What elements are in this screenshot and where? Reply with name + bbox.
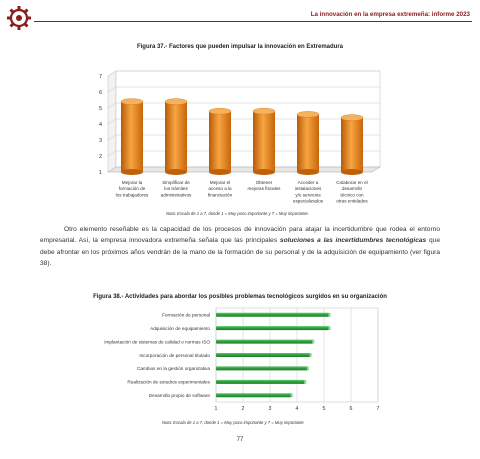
- chart38-bar: [216, 326, 329, 330]
- chart38-bar: [216, 313, 329, 317]
- chart37-x-label: Acceder a: [297, 180, 319, 185]
- header-title: La innovación en la empresa extremeña: informe 2023: [310, 11, 470, 18]
- chart37-x-label: y/o servicios: [295, 192, 321, 198]
- chart37-x-label: Mejorar la: [121, 180, 143, 185]
- chart38-bar: [216, 340, 313, 344]
- chart37-x-label: especializados: [292, 198, 324, 204]
- chart38-y-label: Desarrollo propio de software: [148, 393, 210, 399]
- chart38-x-tick: 7: [376, 406, 380, 412]
- page-number: 77: [236, 437, 244, 443]
- chart37-x-label: los trabajadores: [115, 192, 149, 198]
- chart37-x-label: mejoras fiscales: [247, 186, 281, 192]
- chart38-bar-cap: [304, 380, 306, 384]
- chart37-x-label: administrativos: [160, 192, 192, 198]
- chart38-y-label: Formación de personal: [162, 312, 210, 318]
- body-text-start: Otro elemento reseñable es la capacidad de los procesos de innovación para atajar la incertidumbre que rodea el entorno empresarial. Así, la empresa innovadora extremeña señala que las principales: [40, 226, 440, 245]
- chart38-bar: [216, 353, 311, 357]
- chart37-x-label: Simplificar de: [162, 180, 190, 185]
- figure-38-note: Nota: Escala de 1 a 7, donde 1 = Muy poco importante y 7 = Muy importante: [162, 420, 304, 425]
- chart37-x-label: Obtener: [255, 180, 273, 185]
- chart38-y-label: Cambios en la gestión organizativa: [137, 366, 210, 372]
- chart37-x-label: instalaciones: [294, 186, 322, 192]
- figure-37-note: Nota: Escala de 1 a 7, donde 1 = Muy poco importante y 7 = Muy importante.: [166, 211, 309, 216]
- chart37-y-tick: 6: [98, 90, 102, 96]
- chart38-x-tick: 4: [295, 406, 299, 412]
- chart37-y-tick: 4: [98, 122, 102, 128]
- chart38-bar: [216, 393, 292, 397]
- chart37-x-label: formación de: [118, 186, 146, 192]
- chart38-x-tick: 5: [322, 406, 326, 412]
- chart38-bar-cap: [307, 366, 309, 370]
- chart37-y-tick: 2: [98, 154, 102, 160]
- chart37-x-label: financiación: [207, 192, 233, 198]
- chart37-x-label: Mejorar el: [209, 180, 231, 185]
- chart38-bar-cap: [290, 393, 292, 397]
- figure-37-title: Figura 37.- Factores que pueden impulsar la innovación en Extremadura: [136, 44, 344, 50]
- body-text-end: que debe afrontar en los próximos años vendrán de la mano de la formación de su personal y de la adquisición de equipamiento (ver figura 38).: [40, 237, 440, 268]
- chart37-y-tick: 5: [98, 106, 102, 112]
- chart38-x-tick: 1: [214, 406, 218, 412]
- chart38-y-label: Implantación de sistemas de calidad o normas ISO: [104, 339, 210, 345]
- figure-38-title: Figura 38.- Actividades para abordar los posibles problemas tecnológicos surgidos en su organización: [93, 294, 387, 300]
- chart37-x-label: Colaborar en el: [336, 180, 368, 185]
- chart37-y-tick: 1: [98, 170, 102, 176]
- chart37-x-label: desarrollo: [341, 186, 363, 192]
- chart38-bar-cap: [328, 313, 330, 317]
- chart38-bar: [216, 366, 308, 370]
- chart37-x-label: otras entidades: [336, 198, 368, 204]
- chart37-x-label: técnico con: [340, 192, 364, 198]
- chart38-y-label: Realización de estudios experimentales: [127, 379, 210, 385]
- body-text-emphasis: soluciones a las incertidumbres tecnológicas: [279, 237, 427, 245]
- chart37-y-tick: 7: [98, 74, 102, 80]
- chart38-x-tick: 6: [349, 406, 353, 412]
- chart38-x-tick: 2: [241, 406, 245, 412]
- chart38-bar-cap: [309, 353, 311, 357]
- chart38-bar: [216, 380, 305, 384]
- chart37-x-label: los trámites: [164, 186, 188, 192]
- chart38-y-label: Adquisición de equipamiento: [150, 325, 210, 331]
- chart38-bar-cap: [328, 326, 330, 330]
- chart37-x-label: acceso a la: [208, 186, 232, 192]
- chart38-bar-cap: [312, 340, 314, 344]
- chart38-x-tick: 3: [268, 406, 272, 412]
- chart38-y-label: Incorporación de personal titulado: [139, 352, 210, 358]
- chart37-y-tick: 3: [98, 138, 102, 144]
